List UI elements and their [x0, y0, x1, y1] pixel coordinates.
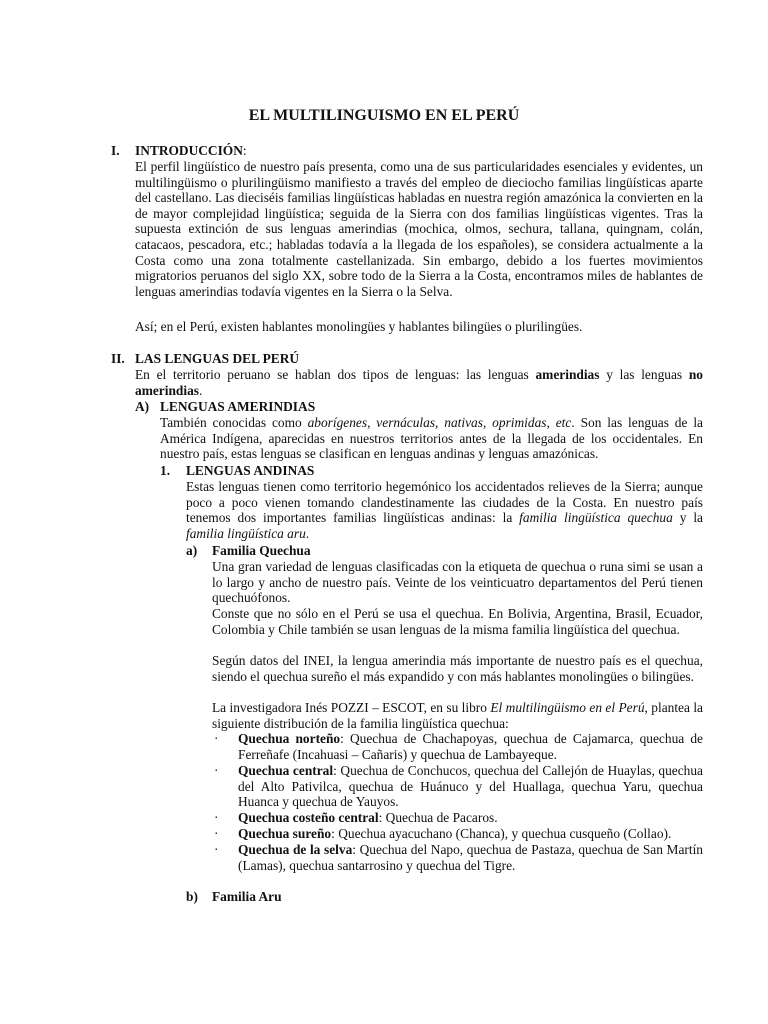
bullet-label: Quechua central: [238, 763, 334, 778]
bullet-item-selva: [238, 842, 703, 873]
bullet-text: : Quechua ayacuchano (Chanca), y quechua cusqueño (Collao).: [331, 826, 672, 841]
s2-text-e: .: [198, 382, 203, 398]
bullet-item-sureno: [238, 826, 703, 842]
subsection-a-heading: LENGUAS AMERINDIAS: [160, 399, 316, 414]
section-2-paragraph: [135, 367, 703, 398]
item-b-heading: Familia Aru: [212, 889, 282, 904]
section-1-heading-text: INTRODUCCIÓN: [135, 143, 243, 158]
section-1-heading-colon: :: [242, 143, 247, 158]
bullet-label: Quechua costeño central: [238, 810, 379, 825]
section-2-number: II.: [111, 351, 125, 366]
item-1-heading: LENGUAS ANDINAS: [186, 463, 315, 478]
s2-term-no-amerindias: no amerindias: [135, 367, 703, 398]
bullet-item-costeno-central: [238, 810, 703, 826]
item-1-number: 1.: [160, 463, 171, 478]
subsection-a-paragraph: [160, 415, 703, 462]
item-a-number: a): [186, 543, 198, 558]
bullet-item-norteno: [238, 731, 703, 762]
document-title: EL MULTILINGUISMO EN EL PERÚ: [248, 107, 520, 124]
andinas-family-aru: familia lingüística aru: [186, 525, 306, 541]
andinas-text-c: y la: [672, 510, 703, 526]
bullet-mark: ·: [214, 731, 219, 746]
bullet-text: : Quechua del Napo, quechua de Pastaza, quechua de San Martín (Lamas), quechua santarrosino y quechua del Tigre.: [238, 842, 703, 873]
bullet-label: Quechua sureño: [238, 826, 332, 841]
bullet-text: : Quechua de Chachapoyas, quechua de Cajamarca, quechua de Ferreñafe (Incahuasi – Cañaris) y quechua de Lambayeque.: [238, 731, 703, 762]
section-1-paragraph-1: El perfil lingüístico de nuestro país presenta, como una de sus particularidades esenciales y evidentes, un multilingüismo o plurilingüismo manifiesto a través del empleo de dieciocho familias lingüísticas aparte del castellano. Las dieciséis familias lingüísticas habladas en nuestra región amazónica la convierten en la de mayor complejidad lingüística; seguida de la Sierra con dos familias lingüísticas vigentes. Tras la supuesta extinción de sus lenguas amerindias (mochica, olmos, sechura, tallana, quingnam, colán, catacaos, pescadora, etc.; habladas todavía a la llegada de los españoles), se considera actualmente a la Costa como una zona totalmente castellanizada. Sin embargo, debido a los fuertes movimientos migratorios peruanos del siglo XX, sobre todo de la Sierra a la Costa, encontramos miles de hablantes de lenguas amerindias todavía vigentes en la Sierra o la Selva.: [135, 159, 703, 299]
sa-text-a: También conocidas como: [160, 415, 308, 430]
bullet-text: : Quechua de Pacaros.: [378, 810, 498, 825]
quechua-paragraph-4: [212, 700, 703, 731]
s2-text-c: y las lenguas: [599, 367, 689, 382]
bullet-label: Quechua de la selva: [238, 842, 353, 857]
quechua-paragraph-2: Conste que no sólo en el Perú se usa el quechua. En Bolivia, Argentina, Brasil, Ecuador, Colombia y Chile también se usan lenguas de la misma familia lingüística del quechua.: [212, 606, 703, 637]
quechua-p4-book-title: El multilingüismo en el Perú: [490, 700, 645, 715]
quechua-paragraph-3: Según datos del INEI, la lengua amerindia más importante de nuestro país es el quechua, siendo el quechua sureño el más expandido y con más hablantes monolingües o bilingües.: [212, 653, 703, 684]
quechua-p4-text-a: La investigadora Inés POZZI – ESCOT, en su libro: [212, 700, 491, 715]
bullet-mark: ·: [214, 763, 219, 778]
item-a-heading: Familia Quechua: [212, 543, 311, 558]
section-1-paragraph-2: Así; en el Perú, existen hablantes monolingües y hablantes bilingües o plurilingües.: [135, 319, 583, 334]
item-1-paragraph: [186, 479, 703, 541]
section-1-number: I.: [111, 143, 120, 158]
bullet-mark: ·: [214, 826, 219, 841]
andinas-text-a: Estas lenguas tienen como territorio hegemónico los accidentados relieves de la Sierra; aunque poco a poco vienen tomando clandestinamente las ciudades de la Costa. En nuestro país tenemos dos importantes familias lingüísticas andinas: la: [186, 479, 703, 526]
bullet-text: : Quechua de Conchucos, quechua del Callejón de Huaylas, quechua del Alto Pativilca, quechua de Huánuco y del Huallaga, quechua Yaru, quechua Huanca y quechua de Yauyos.: [238, 763, 704, 810]
sa-italic-terms: aborígenes, vernáculas, nativas, oprimidas, etc: [307, 415, 572, 430]
s2-text-a: En el territorio peruano se hablan dos tipos de lenguas: las lenguas: [135, 367, 536, 382]
s2-term-amerindias: amerindias: [535, 367, 600, 382]
bullet-label: Quechua norteño: [238, 731, 341, 746]
item-b-number: b): [186, 889, 198, 904]
quechua-p4-text-c: , plantea la siguiente distribución de la familia lingüística quechua:: [212, 700, 703, 731]
subsection-a-number: A): [135, 399, 150, 414]
bullet-mark: ·: [214, 810, 219, 825]
quechua-paragraph-1: Una gran variedad de lenguas clasificadas con la etiqueta de quechua o runa simi se usan a lo largo y ancho de nuestro país. Veinte de los veinticuatro departamentos del Perú tienen quechuófonos.: [212, 559, 703, 606]
sa-text-c: . Son las lenguas de la América Indígena, aparecidas en nuestros territorios antes de la llegada de los occidentales. En nuestro país, estas lenguas se clasifican en lenguas andinas y lenguas amazónicas.: [160, 415, 703, 462]
andinas-family-quechua: familia lingüística quechua: [519, 510, 673, 526]
section-2-heading: LAS LENGUAS DEL PERÚ: [135, 351, 300, 366]
bullet-item-central: [238, 763, 703, 810]
bullet-mark: ·: [214, 842, 219, 857]
andinas-text-e: .: [305, 525, 310, 541]
section-1-heading: [135, 143, 247, 159]
